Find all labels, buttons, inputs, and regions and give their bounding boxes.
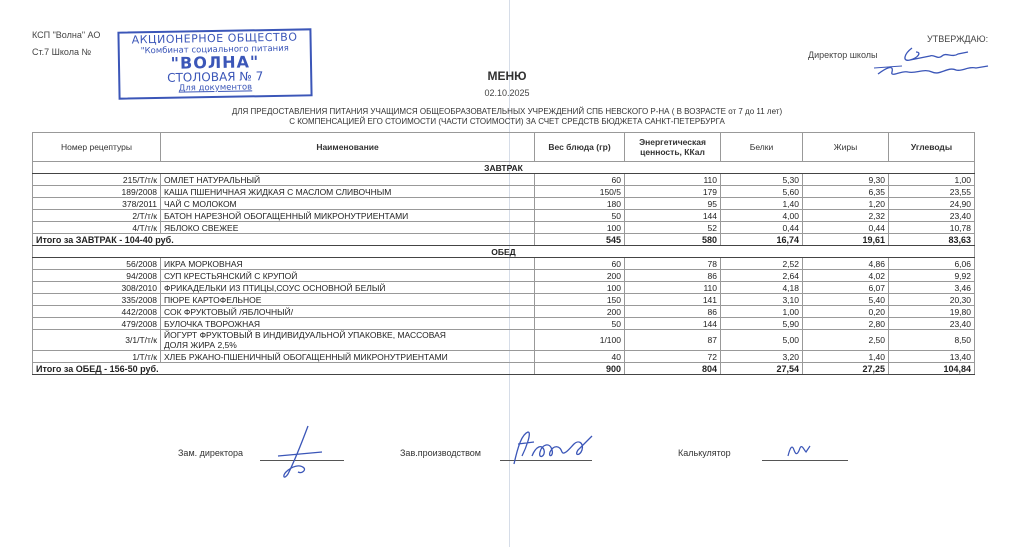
table-row — [33, 222, 975, 234]
col-recipe-number: Номер рецептуры — [33, 133, 161, 162]
recipe-number: 189/2008 — [33, 186, 161, 198]
table-header-row — [33, 133, 975, 162]
carbs: 24,90 — [889, 198, 975, 210]
stamp-line-5: Для документов — [178, 82, 253, 94]
total-protein: 16,74 — [721, 234, 803, 246]
table-row — [33, 294, 975, 306]
fat: 0,44 — [803, 222, 889, 234]
energy: 110 — [625, 282, 721, 294]
total-energy: 804 — [625, 363, 721, 375]
fat: 4,02 — [803, 270, 889, 282]
menu-table — [32, 132, 975, 375]
dish-name-line-1: ЙОГУРТ ФРУКТОВЫЙ В ИНДИВИДУАЛЬНОЙ УПАКОВКЕ, МАССОВАЯ — [164, 330, 446, 340]
recipe-number: 2/Т/т/к — [33, 210, 161, 222]
total-energy: 580 — [625, 234, 721, 246]
carbs: 8,50 — [889, 330, 975, 351]
table-row — [33, 282, 975, 294]
fat: 9,30 — [803, 174, 889, 186]
energy: 78 — [625, 258, 721, 270]
calculator-signature-line — [762, 460, 848, 461]
col-energy: Энергетическая ценность, ККал — [625, 133, 721, 162]
total-label: Итого за ОБЕД - 156-50 руб. — [33, 363, 535, 375]
table-row — [33, 258, 975, 270]
fat: 1,40 — [803, 351, 889, 363]
page-title: МЕНЮ — [487, 69, 527, 83]
weight: 150 — [535, 294, 625, 306]
total-carbs: 83,63 — [889, 234, 975, 246]
director-label: Директор школы — [808, 50, 878, 60]
section-lunch — [33, 246, 975, 258]
carbs: 13,40 — [889, 351, 975, 363]
total-label: Итого за ЗАВТРАК - 104-40 руб. — [33, 234, 535, 246]
stamp-line-1: АКЦИОНЕРНОЕ ОБЩЕСТВО — [131, 30, 298, 47]
recipe-number: 378/2011 — [33, 198, 161, 210]
protein: 3,10 — [721, 294, 803, 306]
fat: 6,07 — [803, 282, 889, 294]
total-weight: 545 — [535, 234, 625, 246]
energy: 144 — [625, 210, 721, 222]
carbs: 3,46 — [889, 282, 975, 294]
table-row — [33, 198, 975, 210]
fat: 0,20 — [803, 306, 889, 318]
protein: 2,52 — [721, 258, 803, 270]
production-signature-image — [504, 426, 598, 470]
recipe-number: 442/2008 — [33, 306, 161, 318]
dish-name: ПЮРЕ КАРТОФЕЛЬНОЕ — [161, 294, 535, 306]
carbs: 1,00 — [889, 174, 975, 186]
energy: 141 — [625, 294, 721, 306]
carbs: 6,06 — [889, 258, 975, 270]
table-row — [33, 210, 975, 222]
energy: 110 — [625, 174, 721, 186]
dish-name: ОМЛЕТ НАТУРАЛЬНЫЙ — [161, 174, 535, 186]
dish-name — [161, 330, 535, 351]
protein: 2,64 — [721, 270, 803, 282]
fat: 2,50 — [803, 330, 889, 351]
subtitle-line-1: ДЛЯ ПРЕДОСТАВЛЕНИЯ ПИТАНИЯ УЧАЩИМСЯ ОБЩЕОБРАЗОВАТЕЛЬНЫХ УЧРЕЖДЕНИЙ СПБ НЕВСКОГО Р-НА ( В ВОЗРАСТЕ от 7 до 11 лет) — [231, 107, 783, 116]
total-weight: 900 — [535, 363, 625, 375]
dish-name: ХЛЕБ РЖАНО-ПШЕНИЧНЫЙ ОБОГАЩЕННЫЙ МИКРОНУТРИЕНТАМИ — [161, 351, 535, 363]
protein: 5,00 — [721, 330, 803, 351]
recipe-number: 308/2010 — [33, 282, 161, 294]
col-protein: Белки — [721, 133, 803, 162]
protein: 0,44 — [721, 222, 803, 234]
fat: 5,40 — [803, 294, 889, 306]
carbs: 9,92 — [889, 270, 975, 282]
protein: 1,00 — [721, 306, 803, 318]
energy: 86 — [625, 270, 721, 282]
fat: 4,86 — [803, 258, 889, 270]
protein: 4,00 — [721, 210, 803, 222]
total-fat: 19,61 — [803, 234, 889, 246]
calculator-label: Калькулятор — [678, 448, 731, 458]
weight: 1/100 — [535, 330, 625, 351]
energy: 179 — [625, 186, 721, 198]
stamp-line-3: "ВОЛНА" — [170, 52, 260, 73]
table-row — [33, 270, 975, 282]
weight: 40 — [535, 351, 625, 363]
menu-date: 02.10.2025 — [484, 88, 530, 98]
recipe-number: 335/2008 — [33, 294, 161, 306]
weight: 150/5 — [535, 186, 625, 198]
approve-label: УТВЕРЖДАЮ: — [927, 34, 989, 44]
col-carbs: Углеводы — [889, 133, 975, 162]
protein: 5,60 — [721, 186, 803, 198]
recipe-number: 3/1/Т/т/к — [33, 330, 161, 351]
weight: 100 — [535, 222, 625, 234]
recipe-number: 4/Т/т/к — [33, 222, 161, 234]
dish-name: ИКРА МОРКОВНАЯ — [161, 258, 535, 270]
section-title: ОБЕД — [33, 246, 975, 258]
energy: 144 — [625, 318, 721, 330]
carbs: 23,40 — [889, 318, 975, 330]
dish-name: БУЛОЧКА ТВОРОЖНАЯ — [161, 318, 535, 330]
weight: 200 — [535, 306, 625, 318]
weight: 60 — [535, 174, 625, 186]
fat: 2,80 — [803, 318, 889, 330]
fat: 6,35 — [803, 186, 889, 198]
dish-name: ФРИКАДЕЛЬКИ ИЗ ПТИЦЫ,СОУС ОСНОВНОЙ БЕЛЫЙ — [161, 282, 535, 294]
col-weight: Вес блюда (гр) — [535, 133, 625, 162]
weight: 100 — [535, 282, 625, 294]
dish-name-line-2: ДОЛЯ ЖИРА 2,5% — [164, 340, 237, 350]
stamp-line-4: СТОЛОВАЯ № 7 — [167, 69, 264, 85]
protein: 3,20 — [721, 351, 803, 363]
dish-name: КАША ПШЕНИЧНАЯ ЖИДКАЯ С МАСЛОМ СЛИВОЧНЫМ — [161, 186, 535, 198]
col-fat: Жиры — [803, 133, 889, 162]
deputy-director-label: Зам. директора — [178, 448, 243, 458]
table-row — [33, 186, 975, 198]
recipe-number: 94/2008 — [33, 270, 161, 282]
weight: 50 — [535, 210, 625, 222]
carbs: 19,80 — [889, 306, 975, 318]
total-fat: 27,25 — [803, 363, 889, 375]
dish-name: БАТОН НАРЕЗНОЙ ОБОГАЩЕННЫЙ МИКРОНУТРИЕНТАМИ — [161, 210, 535, 222]
total-protein: 27,54 — [721, 363, 803, 375]
total-carbs: 104,84 — [889, 363, 975, 375]
org-line-2: Ст.7 Школа № — [32, 47, 92, 57]
fat: 1,20 — [803, 198, 889, 210]
protein: 5,90 — [721, 318, 803, 330]
energy: 52 — [625, 222, 721, 234]
carbs: 10,78 — [889, 222, 975, 234]
table-row — [33, 351, 975, 363]
table-row — [33, 318, 975, 330]
recipe-number: 56/2008 — [33, 258, 161, 270]
weight: 200 — [535, 270, 625, 282]
energy: 72 — [625, 351, 721, 363]
protein: 4,18 — [721, 282, 803, 294]
calculator-signature-image — [784, 440, 814, 460]
weight: 60 — [535, 258, 625, 270]
weight: 180 — [535, 198, 625, 210]
recipe-number: 1/Т/т/к — [33, 351, 161, 363]
energy: 86 — [625, 306, 721, 318]
protein: 5,30 — [721, 174, 803, 186]
section-title: ЗАВТРАК — [33, 162, 975, 174]
dish-name: ЧАЙ С МОЛОКОМ — [161, 198, 535, 210]
section-breakfast — [33, 162, 975, 174]
org-line-1: КСП "Волна" АО — [32, 30, 101, 40]
stamp-line-2: "Комбинат социального питания — [140, 43, 289, 57]
table-row — [33, 174, 975, 186]
col-name: Наименование — [161, 133, 535, 162]
breakfast-total-row — [33, 234, 975, 246]
carbs: 23,40 — [889, 210, 975, 222]
energy: 87 — [625, 330, 721, 351]
deputy-signature-image — [272, 422, 332, 486]
dish-name: СОК ФРУКТОВЫЙ /ЯБЛОЧНЫЙ/ — [161, 306, 535, 318]
production-head-label: Зав.производством — [400, 448, 481, 458]
protein: 1,40 — [721, 198, 803, 210]
carbs: 20,30 — [889, 294, 975, 306]
recipe-number: 215/Т/т/к — [33, 174, 161, 186]
table-row — [33, 306, 975, 318]
dish-name: ЯБЛОКО СВЕЖЕЕ — [161, 222, 535, 234]
table-row — [33, 330, 975, 351]
recipe-number: 479/2008 — [33, 318, 161, 330]
carbs: 23,55 — [889, 186, 975, 198]
subtitle-line-2: С КОМПЕНСАЦИЕЙ ЕГО СТОИМОСТИ (ЧАСТИ СТОИМОСТИ) ЗА СЧЕТ СРЕДСТВ БЮДЖЕТА САНКТ-ПЕТЕРБУРГА — [289, 117, 725, 126]
dish-name: СУП КРЕСТЬЯНСКИЙ С КРУПОЙ — [161, 270, 535, 282]
energy: 95 — [625, 198, 721, 210]
lunch-total-row — [33, 363, 975, 375]
weight: 50 — [535, 318, 625, 330]
fat: 2,32 — [803, 210, 889, 222]
